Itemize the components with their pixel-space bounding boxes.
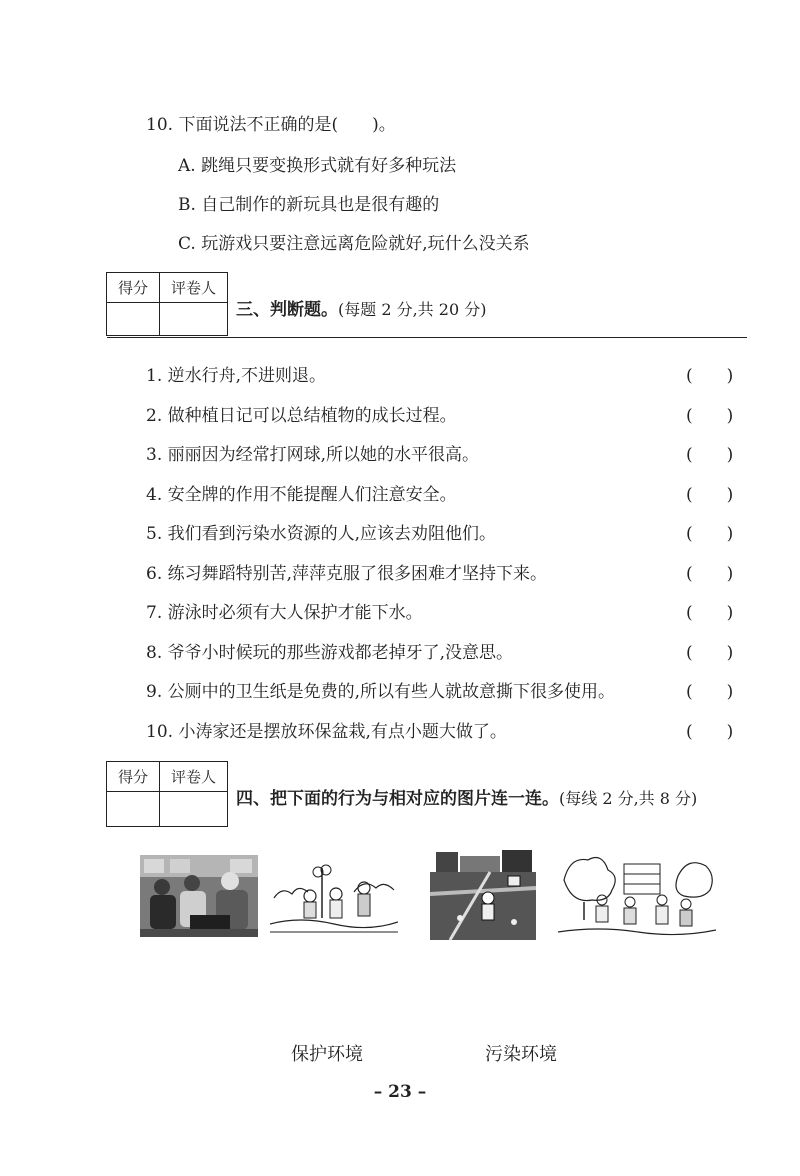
judgment-item-5: 5. 我们看到污染水资源的人,应该去劝阻他们。 [146, 524, 497, 544]
picking-up-litter-picture [558, 850, 716, 942]
label-protect-environment: 保护环境 [291, 1044, 363, 1065]
answer-parentheses-3[interactable]: ( ) [686, 445, 734, 465]
section-3-title: 三、判断题。 [236, 300, 338, 320]
section-4-note: (每线 2 分,共 8 分) [559, 789, 698, 808]
judgment-item-6: 6. 练习舞蹈特别苦,萍萍克服了很多困难才坚持下来。 [146, 564, 548, 584]
score-box-score-label: 得分 [107, 273, 160, 303]
page-number: – 23 – [373, 1082, 427, 1102]
score-box-section-3 [106, 272, 228, 336]
judgment-item-9: 9. 公厕中的卫生纸是免费的,所以有些人就故意撕下很多使用。 [146, 682, 616, 702]
score-box-score-cell [107, 303, 160, 336]
planting-trees-picture [270, 858, 398, 938]
judgment-item-10: 10. 小涛家还是摆放环保盆栽,有点小题大做了。 [146, 722, 507, 742]
answer-parentheses-5[interactable]: ( ) [686, 524, 734, 544]
answer-parentheses-8[interactable]: ( ) [686, 643, 734, 663]
question-10-stem: 10. 下面说法不正确的是( )。 [146, 115, 396, 135]
section-4-heading [236, 784, 697, 809]
score-box-score-cell [107, 792, 160, 827]
answer-parentheses-1[interactable]: ( ) [686, 366, 734, 386]
answer-parentheses-7[interactable]: ( ) [686, 603, 734, 623]
section-3-divider [107, 337, 747, 338]
littering-picture [430, 848, 536, 940]
section-3-heading [236, 295, 486, 320]
score-box-grader-label: 评卷人 [160, 762, 228, 792]
score-box-section-4 [106, 761, 228, 827]
score-box-grader-cell [160, 792, 228, 827]
section-4-title: 四、把下面的行为与相对应的图片连一连。 [236, 789, 559, 809]
answer-parentheses-6[interactable]: ( ) [686, 564, 734, 584]
label-pollute-environment: 污染环境 [485, 1044, 557, 1065]
section-3-note: (每题 2 分,共 20 分) [338, 300, 487, 319]
judgment-item-8: 8. 爷爷小时候玩的那些游戏都老掉牙了,没意思。 [146, 643, 514, 663]
question-10-option-c: C. 玩游戏只要注意远离危险就好,玩什么没关系 [178, 234, 530, 254]
score-box-score-label: 得分 [107, 762, 160, 792]
answer-parentheses-2[interactable]: ( ) [686, 406, 734, 426]
question-10-option-a: A. 跳绳只要变换形式就有好多种玩法 [178, 156, 457, 176]
score-box-grader-cell [160, 303, 228, 336]
answer-parentheses-10[interactable]: ( ) [686, 722, 734, 742]
judgment-item-3: 3. 丽丽因为经常打网球,所以她的水平很高。 [146, 445, 480, 465]
answer-parentheses-9[interactable]: ( ) [686, 682, 734, 702]
answer-parentheses-4[interactable]: ( ) [686, 485, 734, 505]
judgment-item-2: 2. 做种植日记可以总结植物的成长过程。 [146, 406, 457, 426]
judgment-item-1: 1. 逆水行舟,不进则退。 [146, 366, 327, 386]
judgment-item-7: 7. 游泳时必须有大人保护才能下水。 [146, 603, 423, 623]
question-10-option-b: B. 自己制作的新玩具也是很有趣的 [178, 195, 440, 215]
score-box-grader-label: 评卷人 [160, 273, 228, 303]
judgment-item-4: 4. 安全牌的作用不能提醒人们注意安全。 [146, 485, 457, 505]
shopping-people-picture [140, 855, 258, 937]
